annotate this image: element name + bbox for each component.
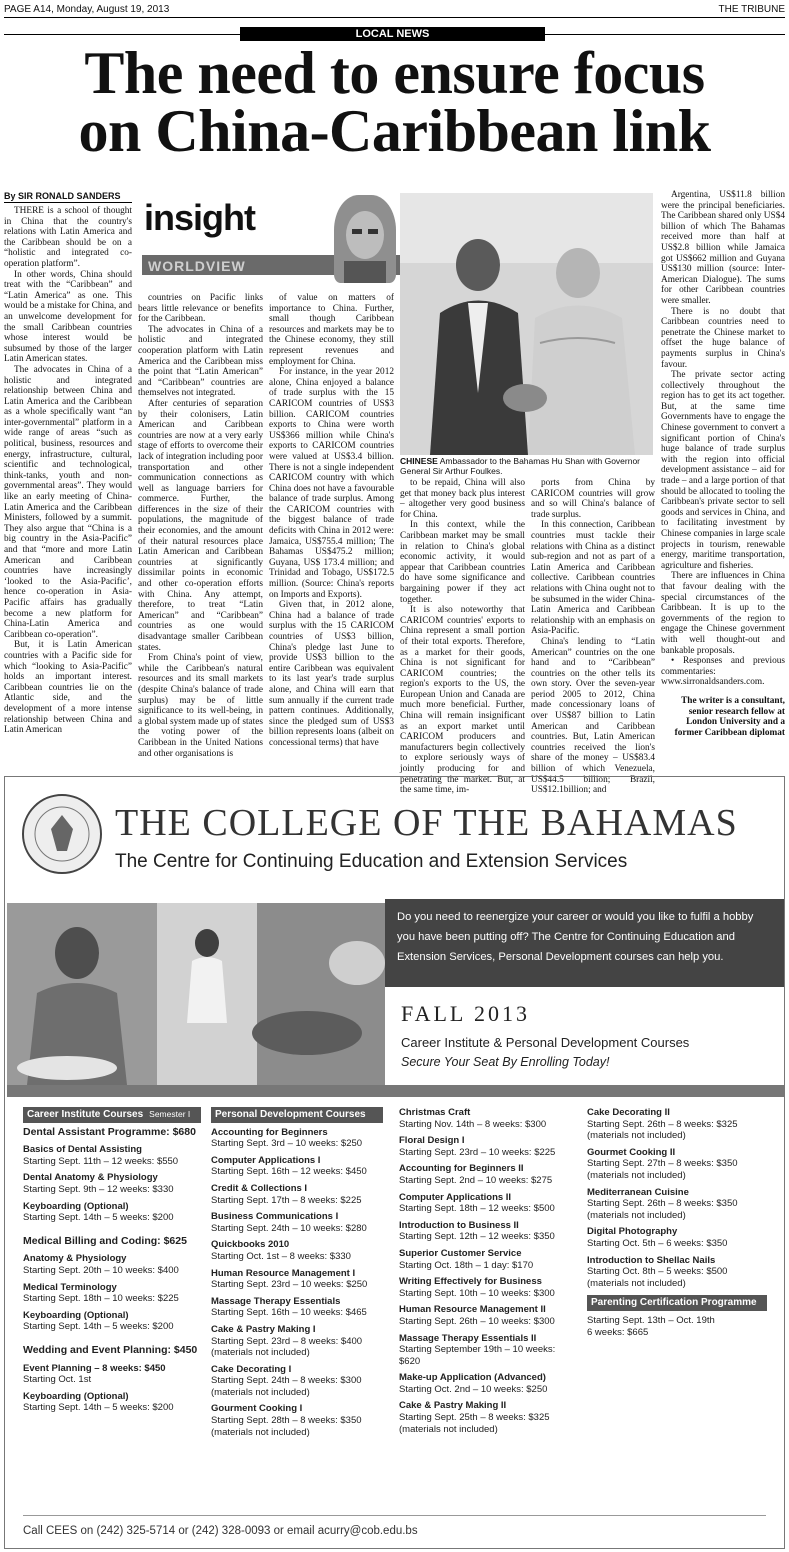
- article-col-1: [4, 206, 132, 736]
- article-paragraph: There is no doubt that Caribbean countries need to penetrate the Chinese market to offset the huge balance of payments surplus in China's favour.: [661, 306, 785, 370]
- course-item: [399, 1220, 579, 1243]
- course-title: Accounting for Beginners II: [399, 1163, 524, 1175]
- course-schedule: Starting Sept. 17th – 8 weeks: $225: [211, 1194, 362, 1206]
- college-seal-icon: [21, 793, 103, 875]
- insight-word: insight: [144, 197, 255, 238]
- career-courses-column: [23, 1107, 201, 1419]
- course-schedule: Starting Sept. 16th – 10 weeks: $465: [211, 1307, 367, 1319]
- course-schedule: Starting Sept. 12th – 12 weeks: $350: [399, 1231, 555, 1243]
- course-schedule: Starting Sept. 23rd – 10 weeks: $225: [399, 1146, 556, 1158]
- course-schedule: Starting Sept. 18th – 12 weeks: $500: [399, 1203, 555, 1215]
- course-item: [211, 1324, 383, 1359]
- course-title: Gourment Cooking I: [211, 1403, 303, 1415]
- course-item: [23, 1363, 201, 1386]
- course-schedule: Starting Sept. 10th – 10 weeks: $300: [399, 1287, 555, 1299]
- course-schedule: Starting September 19th – 10 weeks:: [399, 1344, 556, 1356]
- course-item: [587, 1147, 767, 1182]
- ambassador-governor-photo: [400, 193, 653, 455]
- course-schedule: Starting Sept. 3rd – 10 weeks: $250: [211, 1138, 363, 1150]
- course-title: Mediterranean Cuisine: [587, 1186, 689, 1198]
- course-item: [399, 1192, 579, 1215]
- course-title: Introduction to Shellac Nails: [587, 1254, 716, 1266]
- course-schedule: Starting Oct. 8th – 5 weeks: $500: [587, 1266, 728, 1278]
- course-item: [587, 1187, 767, 1222]
- course-schedule: Starting Sept. 26th – 8 weeks: $350: [587, 1198, 738, 1210]
- article-paragraph: of value on matters of importance to China. Further, small though Caribbean resources and markets may be to the Chinese economy, they still represent revenues and employment for China.: [269, 293, 394, 367]
- course-item: [23, 1144, 201, 1167]
- course-title: Writing Effectively for Business: [399, 1276, 542, 1288]
- course-title: Keyboarding (Optional): [23, 1200, 129, 1212]
- course-schedule: Starting Oct. 2nd – 10 weeks: $250: [399, 1383, 548, 1395]
- course-schedule: Starting Sept. 2nd – 10 weeks: $275: [399, 1174, 553, 1186]
- programme-title: Wedding and Event Planning: $450: [23, 1343, 198, 1356]
- course-item: [587, 1226, 767, 1249]
- article-paragraph: to be repaid, China will also get that money back plus interest – altogether very good business for China.: [400, 478, 525, 520]
- article-paragraph: The advocates in China of a holistic and integrated cooperation platform with Latin America and the Caribbean miss the point that “Latin American” and “Caribbean” countries are themselves not integrated.: [138, 324, 263, 399]
- course-title: Cake & Pastry Making II: [399, 1400, 507, 1412]
- article-col-5: [531, 478, 655, 796]
- course-title: Introduction to Business II: [399, 1219, 519, 1231]
- course-schedule: Starting Sept. 23rd – 8 weeks: $400: [211, 1335, 363, 1347]
- course-item: [23, 1310, 201, 1333]
- article-paragraph: From China's point of view, while the Caribbean's natural resources and its small markets (despite China's balance of trade surplus) may be of little significance to its well-being, in a global system made up of states the voting power of the Caribbean in the United Nations and other organisations is: [138, 653, 263, 759]
- course-title: Massage Therapy Essentials: [211, 1295, 341, 1307]
- course-schedule: Starting Oct. 5th – 6 weeks: $350: [587, 1237, 728, 1249]
- intro-text: Do you need to reenergize your career or would you like to fulfil a hobby you have been putting off? The Centre for Continuing Education and Extension Services, Personal Development courses can help you.: [397, 911, 754, 963]
- course-note: (materials not included): [211, 1347, 310, 1359]
- course-item: [399, 1372, 579, 1395]
- photo-base-strip: [7, 1085, 784, 1097]
- course-title: Keyboarding (Optional): [23, 1309, 129, 1321]
- course-item: [23, 1172, 201, 1195]
- course-item: [211, 1127, 383, 1150]
- caption-text: Ambassador to the Bahamas Hu Shan with Governor General Sir Arthur Foulkes.: [400, 456, 641, 476]
- course-title: Floral Design I: [399, 1135, 465, 1147]
- course-schedule: Starting Sept. 14th – 5 weeks: $200: [23, 1321, 174, 1333]
- course-item: [399, 1135, 579, 1158]
- course-item: [211, 1296, 383, 1319]
- course-title: Cake & Pastry Making I: [211, 1323, 316, 1335]
- centre-name: The Centre for Continuing Education and Extension Services: [115, 851, 628, 872]
- course-title: Event Planning – 8 weeks: $450: [23, 1362, 166, 1374]
- course-schedule: Starting Sept. 28th – 8 weeks: $350: [211, 1415, 362, 1427]
- semester-title: FALL 2013: [401, 1001, 531, 1026]
- article-paragraph: The advocates in China of a holistic and integrated relationship between China and Latin America and the Caribbean as a whole specifically want “an inter-governmental” platform in a wide range of areas “such as political, business, resources and energy, infrastructure, cultural, scientific and technological, think-tanks, youth and non-governmental areas”. They would like an early meeting of China-Latin America and the Caribbean Ministers, followed by a summit. They also argue that “China is a big country in the Asia-Pacific” and that “more and more Latin American and Caribbean countries have increasingly ‘looked to the Asia-Pacific’, hence co-operation in Asia-Pacific affairs has gradually become a new platform for China-Latin America and Caribbean co-operation”.: [4, 364, 132, 640]
- article-col-3: [269, 293, 394, 749]
- personal-courses-header: Personal Development Courses: [211, 1107, 383, 1123]
- course-schedule: Starting Oct. 18th – 1 day: $170: [399, 1259, 534, 1271]
- course-schedule: Starting Nov. 14th – 8 weeks: $300: [399, 1118, 547, 1130]
- course-item: [23, 1282, 201, 1305]
- course-title: Digital Photography: [587, 1226, 678, 1238]
- article-paragraph: China's lending to “Latin American” countries on the one hand and to “Caribbean” countries on the other tells its own story. Over the seven-year period 2005 to 2012, China made concessionary loans of over US$87 billion to Latin American and Caribbean countries. But, Latin American countries received the lion's share of the money – US$83.4 billion of which Venezuela, US$44.5 billion; Brazil, US$12.1billion; and: [531, 636, 655, 796]
- course-title: Cake Decorating II: [587, 1107, 670, 1118]
- course-schedule: Starting Sept. 26th – 10 weeks: $300: [399, 1315, 555, 1327]
- course-note: (materials not included): [211, 1426, 310, 1438]
- course-title: Christmas Craft: [399, 1107, 471, 1118]
- course-schedule: Starting Sept. 14th – 5 weeks: $200: [23, 1402, 174, 1414]
- article-col-4: [400, 478, 525, 796]
- course-note: (materials not included): [587, 1277, 686, 1289]
- course-schedule: Starting Sept. 18th – 10 weeks: $225: [23, 1293, 179, 1305]
- courses-column-3: [399, 1107, 579, 1440]
- course-title: Medical Terminology: [23, 1281, 117, 1293]
- course-item: [399, 1107, 579, 1130]
- courses-subtitle: Career Institute & Personal Development Courses: [401, 1035, 690, 1050]
- course-title: Quickbooks 2010: [211, 1239, 290, 1251]
- course-title: Anatomy & Physiology: [23, 1253, 127, 1265]
- course-item: [399, 1248, 579, 1271]
- worldview-label: WORLDVIEW: [148, 258, 246, 274]
- course-schedule: Starting Sept. 27th – 8 weeks: $350: [587, 1158, 738, 1170]
- course-title: Human Resource Management I: [211, 1267, 356, 1279]
- course-title: Computer Applications II: [399, 1191, 512, 1203]
- course-schedule: Starting Sept. 23rd – 10 weeks: $250: [211, 1279, 368, 1291]
- page-date: PAGE A14, Monday, August 19, 2013: [4, 4, 170, 15]
- course-item: [211, 1403, 383, 1438]
- course-schedule: Starting Sept. 26th – 8 weeks: $325: [587, 1118, 738, 1130]
- article-paragraph: After centuries of separation by their colonisers, Latin American and Caribbean countries are now at a very early stage of efforts to overcome their lack of integration including poor transportation and other communication connections as well as language barriers for commerce. Further, the differences in the size of their populations, the magnitude of their economies, and the amount of their natural resources place Latin American and Caribbean countries at significantly dissimilar points in economic and other co-operation efforts with China. Any attempt, therefore, to treat “Latin American” and “Caribbean” countries as one would disadvantage smaller Caribbean states.: [138, 398, 263, 653]
- college-advertisement: [4, 776, 785, 1549]
- masthead: [4, 2, 785, 16]
- article-paragraph: There are influences in China that favour dealing with the special circumstances of the Caribbean. It is up to the governments of the region to engage the Chinese government with well thought-out and bankable proposals.: [661, 571, 785, 656]
- article-paragraph: ports from China by CARICOM countries will grow and so will China's balance of trade surplus.: [531, 478, 655, 520]
- course-schedule: Starting Sept. 24th – 8 weeks: $300: [211, 1375, 362, 1387]
- course-note: (materials not included): [587, 1209, 686, 1221]
- byline-rule: [4, 202, 132, 203]
- headline-line-1: The need to ensure focus: [84, 40, 705, 106]
- course-title: Computer Applications I: [211, 1154, 321, 1166]
- course-item: [211, 1239, 383, 1262]
- course-title: Accounting for Beginners: [211, 1126, 328, 1138]
- article-paragraph: Given that, in 2012 alone, China had a balance of trade surplus with the 15 CARICOM countries of US$3 billion, China's pledge last June to provide US$3 billion to the entire Caribbean was equivalent to its last year's trade surplus alone, and China will earn that sum annually if the current trade pattern continues. Additionally, since the pledged sum of US$3 billion represents loans (albeit on concessional terms) that have: [269, 600, 394, 748]
- course-schedule: Starting Sept. 14th – 5 weeks: $200: [23, 1212, 174, 1224]
- article-paragraph: THERE is a school of thought in China that the country's relations with Latin America and the Caribbean should be on a “holistic and integrated co-operation platform”.: [4, 206, 132, 269]
- course-item: [23, 1391, 201, 1414]
- course-note: (materials not included): [399, 1423, 498, 1435]
- course-item: [399, 1304, 579, 1327]
- course-item: [399, 1333, 579, 1368]
- insight-logo: [138, 195, 394, 287]
- course-schedule: Starting Sept. 20th – 10 weeks: $400: [23, 1264, 179, 1276]
- article-paragraph: In this connection, Caribbean countries must tackle their relations with China as a distinct sub-region and not as part of a Latin America and Caribbean collective. Caribbean countries relations with China ought not to be subsumed in the wider China-Latin America and Caribbean relationship with an emphasis on Asia-Pacific.: [531, 520, 655, 637]
- course-item: [211, 1211, 383, 1234]
- programme-title: Medical Billing and Coding: $625: [23, 1234, 187, 1247]
- newspaper-name: THE TRIBUNE: [718, 4, 785, 15]
- course-schedule: Starting Sept. 9th – 12 weeks: $330: [23, 1183, 174, 1195]
- course-item: [587, 1255, 767, 1290]
- article-paragraph: countries on Pacific links bears little relevance or benefits for the Caribbean.: [138, 293, 263, 325]
- article-paragraph: It is also noteworthy that CARICOM countries' exports to China represent a small portion of their total exports. Therefore, as a market for their goods, China is not significant for CARICOM countries; the region's exports to the US, the European Union and Canada are much more beneficial. Further, China will remain insignificant as an export market until CARICOM producers and manufacturers begin collectively to explore seriously ways of jointly producing for and penetrating the market. But, at the same time, im-: [400, 605, 525, 796]
- article-paragraph: In this context, while the Caribbean market may be small in relation to China's global economic activity, it would appear that Caribbean countries do have some significance and bargaining power if they act together.: [400, 520, 525, 605]
- headline-line-2: on China-Caribbean link: [78, 98, 711, 164]
- article-paragraph: In other words, China should treat with the “Caribbean” and “Latin America” as one. This would be a mistake for China, and an unwelcome development for the small Caribbean countries whose interest would be subsumed by those of the larger Latin American states.: [4, 269, 132, 365]
- career-courses-header: [23, 1107, 201, 1123]
- course-title: Credit & Collections I: [211, 1182, 308, 1194]
- course-schedule: Starting Oct. 1st – 8 weeks: $330: [211, 1250, 351, 1262]
- contact-line: Call CEES on (242) 325-5714 or (242) 328-0093 or email acurry@cob.edu.bs: [23, 1525, 418, 1537]
- courses-column-4: [587, 1107, 767, 1338]
- author-note: The writer is a consultant, senior research fellow at London University and a former Caribbean diplomat: [674, 695, 785, 738]
- parenting-fee: 6 weeks: $665: [587, 1326, 649, 1338]
- course-item: [23, 1253, 201, 1276]
- course-note: (materials not included): [587, 1130, 686, 1142]
- enroll-tagline: Secure Your Seat By Enrolling Today!: [401, 1055, 610, 1069]
- course-note: (materials not included): [587, 1169, 686, 1181]
- course-item: [211, 1155, 383, 1178]
- programme-title: Dental Assistant Programme: $680: [23, 1125, 196, 1138]
- photo-caption: [400, 456, 655, 476]
- author-portrait: [334, 195, 396, 283]
- course-item: [587, 1107, 767, 1142]
- caption-lead: CHINESE: [400, 456, 438, 466]
- headline: [4, 40, 785, 164]
- course-schedule: Starting Sept. 25th – 8 weeks: $325: [399, 1412, 550, 1424]
- course-schedule: Starting Oct. 1st: [23, 1374, 92, 1386]
- course-title: Keyboarding (Optional): [23, 1390, 129, 1402]
- course-item: [399, 1400, 579, 1435]
- article-paragraph: The private sector acting collectively throughout the region has to get its act together. But, at the same time Governments have to engage the Chinese government to convert a significant portion of China's huge balance of trade surplus with the region into official development assistance – aid for trade – and a large portion of that should be allocated to tooling the Caribbean's private sector to sell goods and services in China, and to facilitating investment by Chinese companies in large scale projects in tourism, renewable energy, maritime transportation, agriculture and fisheries.: [661, 370, 786, 571]
- article-col-6: [661, 190, 785, 738]
- students-collage-photo: [7, 903, 385, 1085]
- semester-tag: Semester I: [149, 1109, 191, 1119]
- college-name: THE COLLEGE OF THE BAHAMAS: [115, 802, 738, 844]
- top-rule: [4, 17, 785, 18]
- career-header-label: Career Institute Courses: [27, 1109, 144, 1120]
- course-title: Basics of Dental Assisting: [23, 1144, 142, 1156]
- course-title: Superior Customer Service: [399, 1247, 522, 1259]
- course-note: (materials not included): [211, 1386, 310, 1398]
- course-title: Dental Anatomy & Physiology: [23, 1172, 158, 1184]
- article-paragraph: For instance, in the year 2012 alone, China enjoyed a balance of trade surplus with the 15 CARICOM countries of US$3 billion. CARICOM countries exports to China were worth US$366 million while China's exports to CARICOM countries were valued at US$3.4 billion. There is not a single independent CARICOM country with which China does not have a favourable balance of trade surplus. Among the CARICOM countries with the biggest balance of trade deficits with China in 2012 were: Jamaica, US$755.4 million; The Bahamas US$475.2 million; Guyana, US$ 173.4 million; and Trinidad and Tobago, US$172.5 million. (Source: China's reports on Imports and Exports).: [269, 367, 394, 600]
- course-item: [399, 1276, 579, 1299]
- contact-rule: [23, 1515, 766, 1516]
- article-paragraph: Argentina, US$11.8 billion were the principal beneficiaries. The Caribbean shared only US$4 billion of which The Bahamas received more than half at US$2.8 billion while Jamaica got US$662 million and Guyana US$130 million (source: Inter-American Dialogue). The sums for other Caribbean countries were smaller.: [661, 190, 785, 306]
- parenting-header: Parenting Certification Programme: [587, 1295, 767, 1311]
- course-item: [211, 1183, 383, 1206]
- course-title: Make-up Application (Advanced): [399, 1372, 546, 1384]
- course-item: [211, 1268, 383, 1291]
- byline: By SIR RONALD SANDERS: [4, 191, 121, 201]
- course-item: [23, 1201, 201, 1224]
- article-paragraph: But, it is Latin American countries with a Pacific side for which “looking to Asia-Pacific” holds an important interest. Caribbean countries lie on the Atlantic side, and the development of a more intense relationship between China and Latin American: [4, 640, 132, 736]
- course-title: Cake Decorating I: [211, 1363, 292, 1375]
- course-schedule: Starting Sept. 11th – 12 weeks: $550: [23, 1155, 179, 1167]
- article-col-2: [138, 293, 263, 759]
- course-title: Business Communications I: [211, 1211, 339, 1223]
- course-title: Massage Therapy Essentials II: [399, 1332, 537, 1344]
- course-schedule: Starting Sept. 24th – 10 weeks: $280: [211, 1222, 367, 1234]
- parenting-schedule: Starting Sept. 13th – Oct. 19th: [587, 1314, 715, 1326]
- section-label: LOCAL NEWS: [240, 27, 545, 41]
- course-item: [211, 1364, 383, 1399]
- course-title: Gourmet Cooking II: [587, 1146, 676, 1158]
- course-note: $620: [399, 1355, 421, 1367]
- course-title: Human Resource Management II: [399, 1304, 546, 1316]
- personal-courses-column: [211, 1107, 383, 1443]
- course-item: [399, 1163, 579, 1186]
- article-paragraph: • Responses and previous commentaries: www.sirronaldsanders.com.: [661, 656, 785, 688]
- course-schedule: Starting Sept. 16th – 12 weeks: $450: [211, 1166, 367, 1178]
